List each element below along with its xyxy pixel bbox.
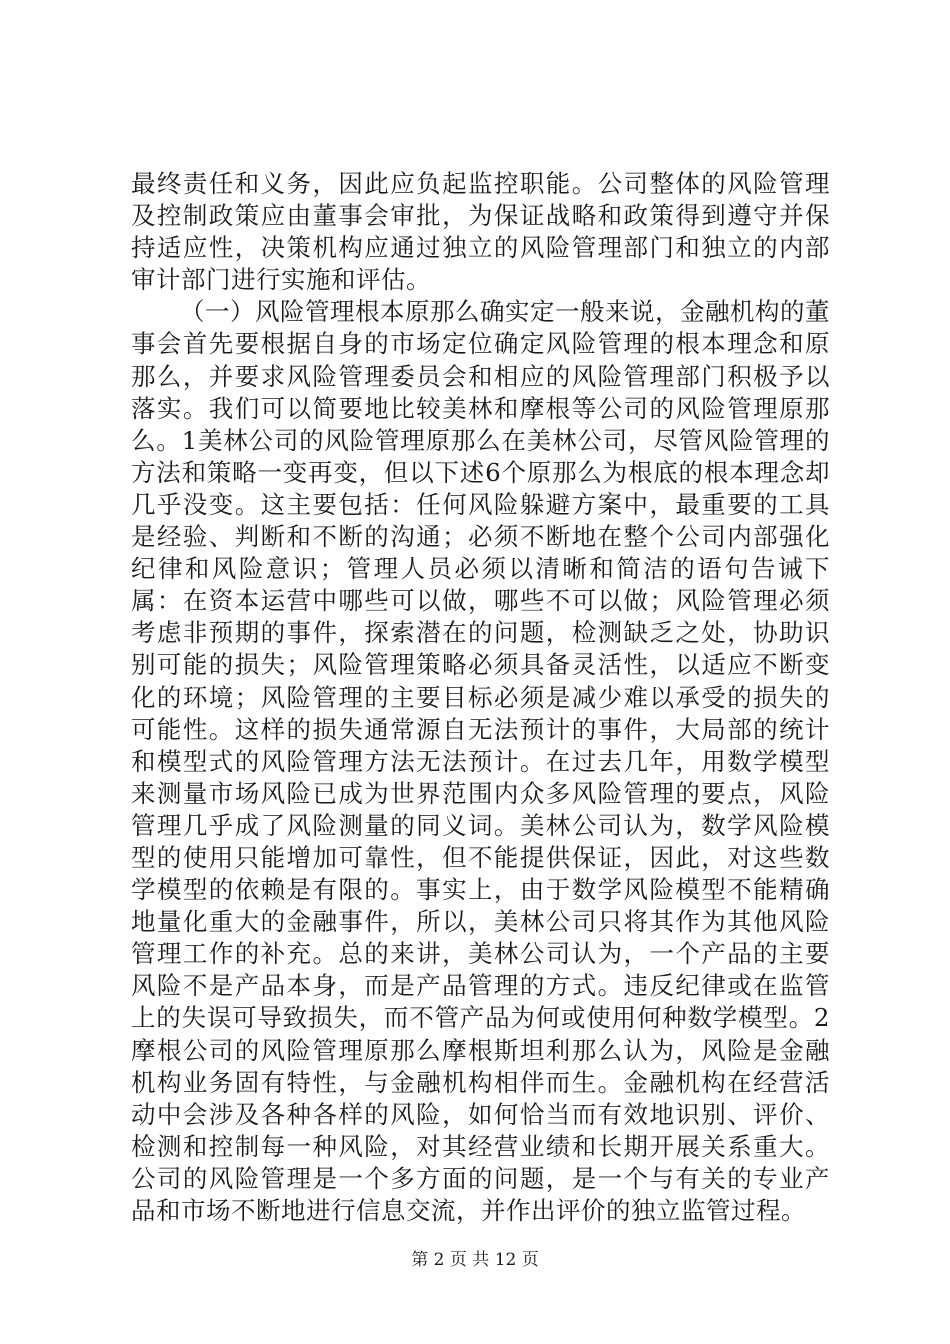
paragraph-2: （一）风险管理根本原那么确实定一般来说，金融机构的董事会首先要根据自身的市场定位确定风险管理的根本理念和原那么，并要求风险管理委员会和相应的风险管理部门积极予以落实。我们可以简要地比较美林和摩根等公司的风险管理原那么。1美林公司的风险管理原那么在美林公司，尽管风险管理的方法和策略一变再变，但以下述6个原那么为根底的根本理念却几乎没变。这主要包括：任何风险躲避方案中，最重要的工具是经验、判断和不断的沟通；必须不断地在整个公司内部强化纪律和风险意识；管理人员必须以清晰和简洁的语句告诫下属：在资本运营中哪些可以做，哪些不可以做；风险管理必须考虑非预期的事件，探索潜在的问题，检测缺乏之处，协助识别可能的损失；风险管理策略必须具备灵活性，以适应不断变化的环境；风险管理的主要目标必须是减少难以承受的损失的可能性。这样的损失通常源自无法预计的事件，大局部的统计和模型式的风险管理方法无法预计。在过去几年，用数学模型来测量市场风险已成为世界范围内众多风险管理的要点，风险管理几乎成了风险测量的同义词。美林公司认为，数学风险模型的使用只能增加可靠性，但不能提供保证，因此，对这些数学模型的依赖是有限的。事实上，由于数学风险模型不能精确地量化重大的金融事件，所以，美林公司只将其作为其他风险管理工作的补充。总的来讲，美林公司认为，一个产品的主要风险不是产品本身，而是产品管理的方式。违反纪律或在监管上的失误可导致损失，而不管产品为何或使用何种数学模型。2摩根公司的风险管理原那么摩根斯坦利那么认为，风险是金融机构业务固有特性，与金融机构相伴而生。金融机构在经营活动中会涉及各种各样的风险，如何恰当而有效地识别、评价、检测和控制每一种风险，对其经营业绩和长期开展关系重大。公司的风险管理是一个多方面的问题，是一个与有关的专业产品和市场不断地进行信息交流，并作出评价的独立监管过程。 [131, 297, 830, 1225]
document-body [131, 168, 830, 1227]
page-number-footer: 第 2 页 共 12 页 [411, 1250, 539, 1270]
paragraph-1: 最终责任和义务，因此应负起监控职能。公司整体的风险管理及控制政策应由董事会审批，为保证战略和政策得到遵守并保持适应性，决策机构应通过独立的风险管理部门和独立的内部审计部门进行实施和评估。 [131, 169, 830, 295]
